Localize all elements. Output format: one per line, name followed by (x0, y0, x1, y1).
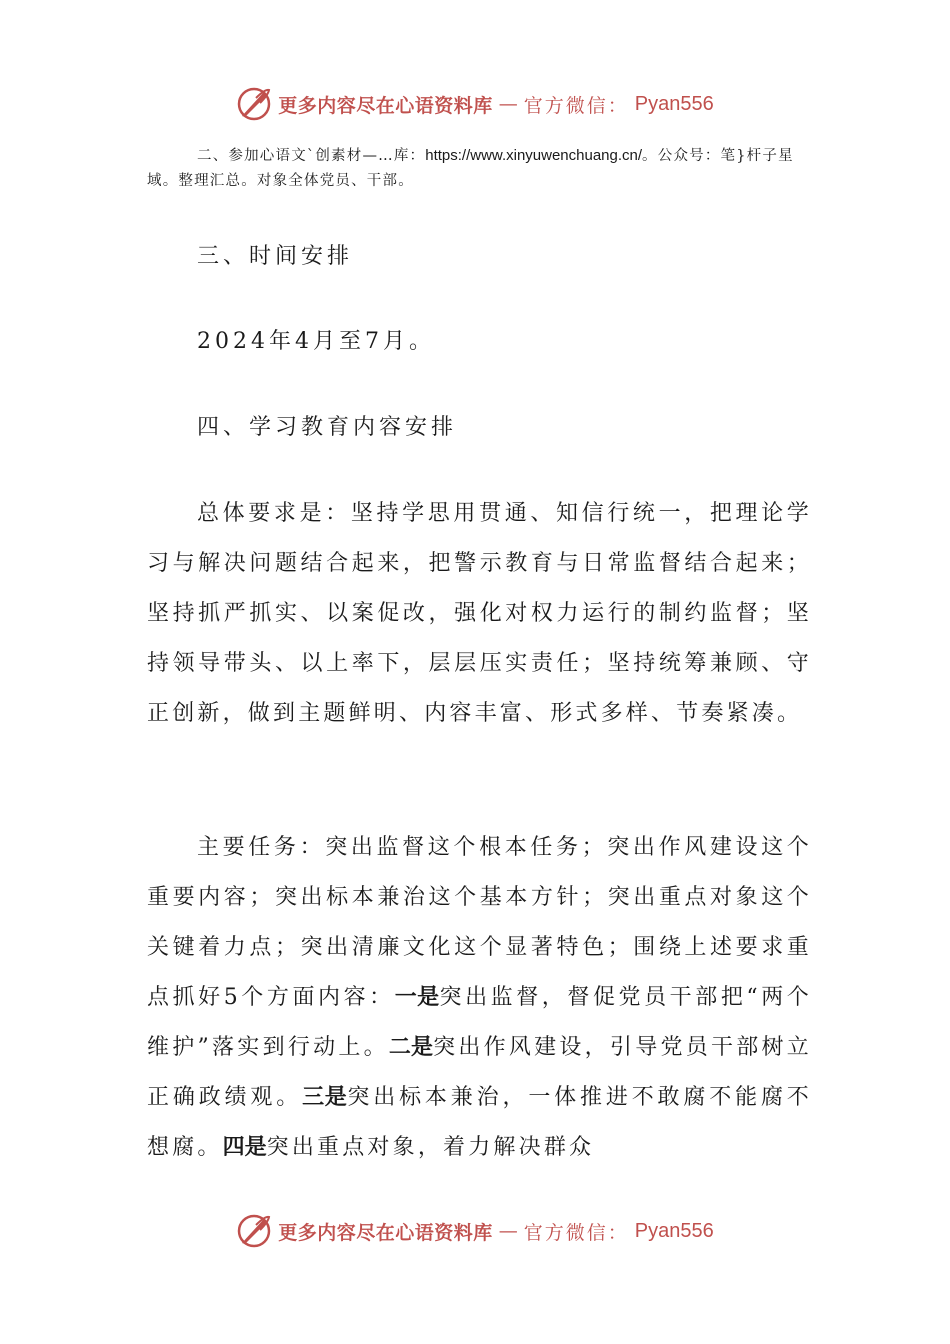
quill-logo-icon (236, 1213, 272, 1249)
overall-requirements-paragraph: 总体要求是：坚持学思用贯通、知信行统一，把理论学习与解决问题结合起来，把警示教育与日常监督结合起来；坚持抓严抓实、以案促改，强化对权力运行的制约监督；坚持领导带头、以上率下，层层压实责任；坚持统筹兼顾、守正创新，做到主题鲜明、内容丰富、形式多样、节奏紧凑。 (147, 501, 812, 726)
task-3-label: 三是 (302, 1085, 348, 1110)
header-banner (0, 84, 950, 124)
banner-separator: — (498, 1220, 518, 1242)
task-2-text: 突出作风建设，引导党员干部树立正确政绩观。 (147, 1035, 812, 1110)
section-heading-time: 三、时间安排 (197, 244, 354, 269)
banner-account: Pyan556 (634, 1219, 714, 1242)
task-4-label: 四是 (222, 1135, 267, 1160)
main-tasks-paragraph (147, 823, 812, 1173)
task-2-label: 二是 (388, 1035, 434, 1060)
task-1-text: 突出监督，督促党员干部把“两个维护”落实到行动上。 (147, 985, 812, 1060)
task-1-label: 一是 (394, 985, 440, 1010)
note-url[interactable]: https://www.xinyuwenchuang.cn/ (425, 147, 643, 164)
banner-title: 更多内容尽在心语资料库 (278, 94, 493, 117)
banner-account: Pyan556 (634, 92, 714, 115)
task-3-text: 突出标本兼治，一体推进不敢腐不能腐不想腐。 (147, 1085, 812, 1160)
quill-logo-icon (236, 86, 272, 122)
banner-title: 更多内容尽在心语资料库 (278, 1221, 493, 1244)
note-suffix: 。公众号：笔}杆子星域。整理汇总。对象全体党员、干部。 (147, 148, 794, 189)
banner-official-label: 官方微信： (523, 94, 629, 117)
banner-official-label: 官方微信： (523, 1221, 629, 1244)
tasks-intro: 主要任务：突出监督这个根本任务；突出作风建设这个重要内容；突出标本兼治这个基本方针；突出重点对象这个关键着力点；突出清廉文化这个显著特色；围绕上述要求重点抓好5个方面内容： (147, 835, 812, 1010)
task-4-text: 突出重点对象，着力解决群众 (266, 1135, 595, 1160)
banner-separator: — (498, 93, 518, 115)
note-prefix: 二、参加心语文`创素材—…库： (197, 148, 426, 164)
source-note (147, 143, 807, 194)
footer-banner (0, 1211, 950, 1251)
section-heading-content: 四、学习教育内容安排 (197, 415, 458, 440)
section-time-body: 2024年4月至7月。 (197, 329, 435, 354)
